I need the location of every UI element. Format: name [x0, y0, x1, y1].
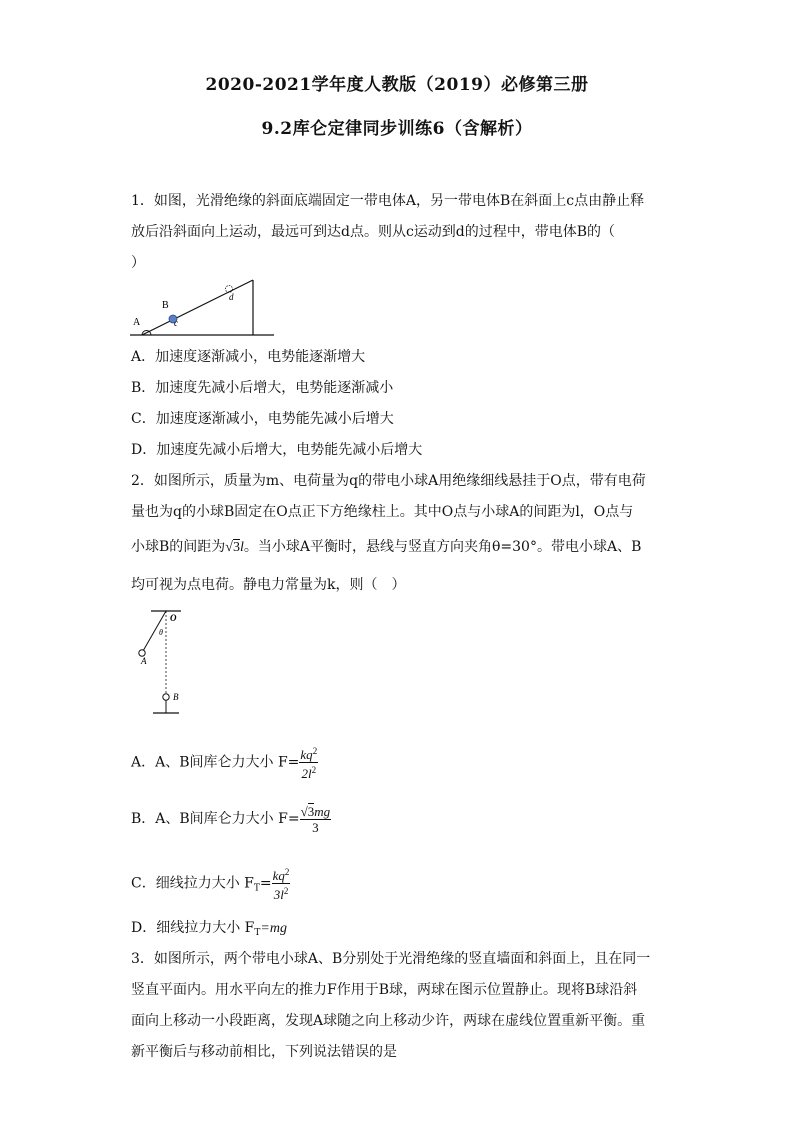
q3-stem-line2: 竖直平面内。用水平向左的推力F作用于B球，两球在图示位置静止。现将B球沿斜 — [131, 982, 638, 998]
document-title-line1: 2020-2021学年度人教版（2019）必修第三册 — [205, 75, 589, 95]
q2-option-a-num-exp: 2 — [312, 746, 318, 756]
q2-option-a-den-base: 2l — [301, 766, 312, 781]
q2-option-a-denominator — [299, 763, 318, 781]
q2-option-b-sqrt-radicand: 3 — [307, 803, 315, 819]
q1-stem-line3: ） — [131, 255, 145, 271]
q1-label-c: c — [174, 318, 178, 328]
q2-option-d — [131, 918, 671, 943]
q2-option-c-fraction — [272, 865, 291, 902]
q1-stem-line1: 1．如图，光滑绝缘的斜面底端固定一带电体A，另一带电体B在斜面上c点由静止释 — [131, 193, 645, 209]
q2-option-c-equals: = — [259, 875, 272, 892]
q2-line3-text-a: 小球B的间距为 — [131, 539, 226, 555]
q2-option-a-text: A．A、B间库仑力大小 F= — [131, 754, 300, 771]
q2-option-a-den-exp: 2 — [311, 765, 317, 775]
q1-option-a: A．加速度逐渐减小，电势能逐渐增大 — [131, 349, 366, 365]
q2-option-a — [131, 744, 671, 781]
q1-incline-figure — [128, 275, 278, 341]
q2-option-b-numerator — [300, 804, 332, 820]
q1-label-d: d — [229, 292, 234, 302]
q2-label-a: A — [141, 656, 147, 666]
q3-stem-line4: 新平衡后与移动前相比，下列说法错误的是 — [131, 1044, 397, 1060]
q1-stem-line2: 放后沿斜面向上运动，最远可到达d点。则从c运动到d的过程中，带电体B的（ — [131, 224, 616, 240]
q2-option-d-subscript: T — [254, 928, 261, 938]
q2-option-a-fraction — [299, 744, 318, 781]
q2-ball-b — [163, 694, 169, 700]
q2-option-c-den-exp: 2 — [283, 886, 289, 896]
q2-sqrt-radicand: 3 — [232, 540, 240, 555]
q2-pendulum-figure — [135, 606, 195, 721]
q2-label-b: B — [173, 692, 179, 702]
q2-option-b — [131, 803, 671, 835]
q2-option-a-numerator — [299, 744, 318, 763]
q2-sqrt-l: l — [239, 540, 244, 555]
q2-stem-line1: 2．如图所示，质量为m、电荷量为q的带电小球A用绝缘细线悬挂于O点，带有电荷 — [131, 473, 646, 489]
q2-option-c-num-exp: 2 — [284, 867, 290, 877]
q2-label-theta: θ — [159, 628, 163, 637]
q2-option-c-subscript: T — [253, 883, 260, 894]
q2-line3-text-b: 。当小球A平衡时，悬线与竖直方向夹角θ=30°。带电小球A、B — [243, 539, 642, 555]
q2-option-b-text: B．A、B间库仑力大小 F= — [131, 811, 300, 827]
q2-stem-line3 — [131, 537, 671, 558]
q2-label-o: O — [170, 613, 177, 623]
q2-option-c-den-base: 3l — [273, 887, 284, 902]
q2-option-c — [131, 865, 671, 902]
q1-option-b: B．加速度先减小后增大，电势能逐渐减小 — [131, 380, 394, 396]
q2-option-b-fraction — [300, 804, 332, 835]
q3-stem-line3: 面向上移动一小段距离，发现A球随之向上移动少许，两球在虚线位置重新平衡。重 — [131, 1013, 646, 1029]
q2-stem-line4: 均可视为点电荷。静电力常量为k，则（ ） — [131, 577, 406, 593]
q2-option-c-numerator — [272, 865, 291, 884]
document-title-line2: 9.2库仑定律同步训练6（含解析） — [261, 119, 533, 139]
q2-option-b-num-mg: mg — [314, 803, 331, 819]
q1-label-a: A — [133, 317, 141, 328]
q2-stem-line2: 量也为q的小球B固定在O点正下方绝缘柱上。其中O点与小球A的间距为l，O点与 — [131, 504, 634, 520]
q2-option-d-rest: =mg — [260, 921, 287, 936]
q2-option-b-sqrt-sign: √ — [300, 803, 308, 819]
q2-option-a-num-base: kq — [300, 747, 313, 762]
q1-label-b: B — [162, 300, 169, 311]
q2-option-b-denominator: 3 — [312, 819, 319, 835]
q1-option-c: C．加速度逐渐减小，电势能先减小后增大 — [131, 411, 394, 427]
q2-option-c-num-base: kq — [272, 868, 285, 883]
q2-sqrt-expression: √3l — [225, 540, 244, 555]
q2-option-c-text: C．细线拉力大小 F — [131, 875, 254, 892]
q1-option-d: D．加速度先减小后增大，电势能先减小后增大 — [131, 442, 423, 458]
q2-option-d-text: D．细线拉力大小 F — [131, 920, 255, 936]
q3-stem-line1: 3．如图所示，两个带电小球A、B分别处于光滑绝缘的竖直墙面和斜面上，且在同一 — [131, 951, 651, 967]
q1-incline-line — [142, 280, 253, 335]
q2-option-c-denominator — [272, 884, 291, 902]
